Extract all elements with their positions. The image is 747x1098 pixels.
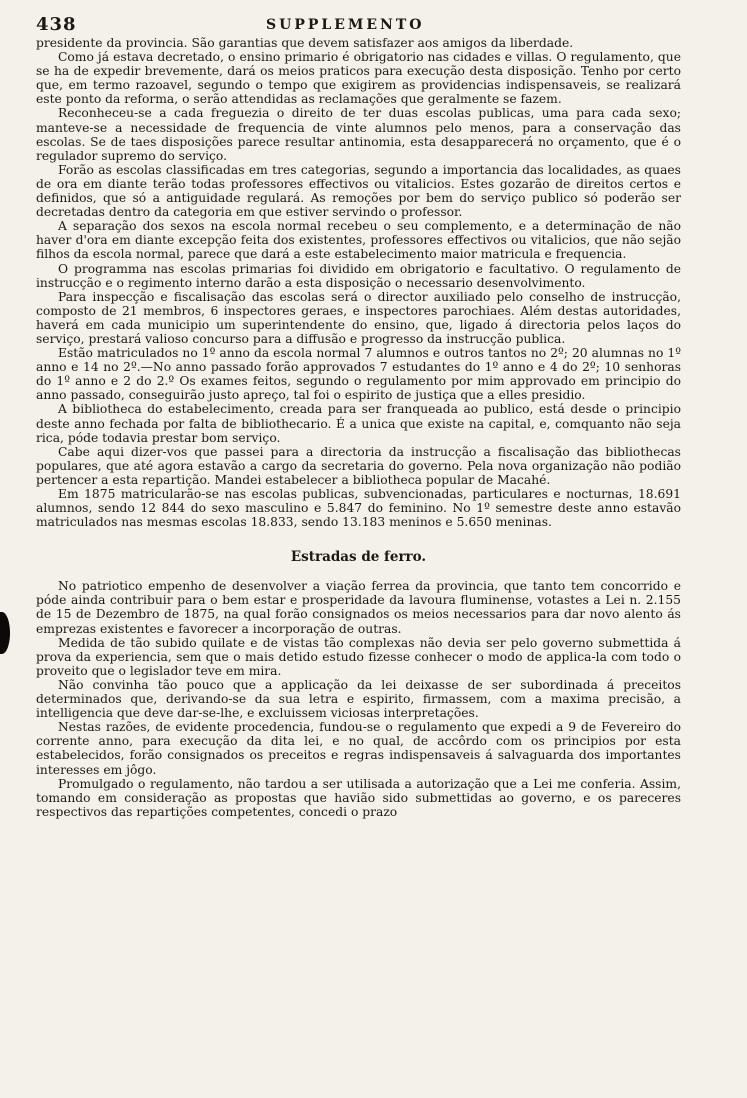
paragraph: A bibliotheca do estabelecimento, creada para ser franqueada ao publico, está desde o principio deste anno fechada por falta de bibliothecario. É a unica que existe na capital, e, comquanto não seja rica, póde todavia prestar bom serviço. [36,402,681,445]
paragraph: Forão as escolas classificadas em tres categorias, segundo a importancia das localidades, as quaes de ora em diante terão todas professores effectivos ou vitalicios. Estes gozarão de direitos certos e definidos, que só a antiguidade regulará. As remoções por bem do serviço publico só poderão ser decretadas dentro da categoria em que estiver servindo o professor. [36,162,681,220]
body-text-bottom [36,579,681,819]
body-text-top [36,36,681,529]
paragraph: presidente da provincia. São garantias que devem satisfazer aos amigos da liberdade. [36,36,574,50]
paragraph: Como já estava decretado, o ensino primario é obrigatorio nas cidades e villas. O regulamento, que se ha de expedir brevemente, dará os meios praticos para execução desta disposição. Tenho por certo que, em termo razoavel, segundo o tempo que exigirem as providencias indispensaveis, se realizará este ponto da reforma, o serão attendidas as reclamações que geralmente se fazem. [36,50,681,107]
paragraph: Em 1875 matricularão-se nas escolas publicas, subvencionadas, particulares e nocturnas, 18.691 alumnos, sendo 12 844 do sexo masculino e 5.847 do feminino. No 1º semestre deste anno estavão matriculados nas mesmas escolas 18.833, sendo 13.183 meninos e 5.650 meninas. [36,487,681,530]
paragraph: Medida de tão subido quilate e de vistas tão complexas não devia ser pelo governo submettida á prova da experiencia, sem que o mais detido estudo fizesse conhecer o modo de applica-la com todo o proveito que o legislador teve em mira. [36,635,681,678]
paragraph: Nestas razões, de evidente procedencia, fundou-se o regulamento que expedi a 9 de Fevereiro do corrente anno, para execução da dita lei, e no qual, de accôrdo com os principios por esta estabelecidos, forão consignados os preceitos e regras indispensaveis á salvaguarda dos importantes interesses em jôgo. [36,720,681,777]
paragraph: Para inspecção e fiscalisação das escolas será o director auxiliado pelo conselho de instrucção, composto de 21 membros, 6 inspectores geraes, e inspectores parochiaes. Além destas autoridades, haverá em cada municipio um superintendente do ensino, que, ligado á directoria pelos laços do serviço, prestará valioso concurso para a diffusão e progresso da instrucção publica. [36,289,681,346]
paragraph: Não convinha tão pouco que a applicação da lei deixasse de ser subordinada á preceitos determinados que, derivando-se da sua letra e espirito, firmassem, com a maxima precisão, a intelligencia que deve dar-se-lhe, e excluissem viciosas interpretações. [36,677,681,721]
section-title: Estradas de ferro. [290,549,427,566]
page-number: 438 [36,14,77,35]
ink-blot-mark [0,612,10,654]
paragraph: Estão matriculados no 1º anno da escola normal 7 alumnos e outros tantos no 2º; 20 alumnas no 1º anno e 14 no 2º.—No anno passado forão approvados 7 estudantes do 1º anno e 4 do 2º; 10 senhoras do 1º anno e 2 do 2.º Os exames feitos, segundo o regulamento por mim approvado em principio do anno passado, conseguirão justo apreço, tal foi o espirito de justiça que a elles presidio. [36,346,681,403]
paragraph: Promulgado o regulamento, não tardou a ser utilisada a autorização que a Lei me conferia. Assim, tomando em consideração as propostas que havião sido submettidas ao governo, e os pareceres respectivos das repartições competentes, concedi o prazo [36,776,681,819]
paragraph: Cabe aqui dizer-vos que passei para a directoria da instrucção a fiscalisação das bibliothecas populares, que até agora estavão a cargo da secretaria do governo. Pela nova organização não podião pertencer a esta repartição. Mandei estabelecer a bibliotheca popular de Macahé. [36,444,681,487]
paragraph: Reconheceu-se a cada freguezia o direito de ter duas escolas publicas, uma para cada sexo; manteve-se a necessidade de frequencia de vinte alumnos pelo menos, para a conservação das escolas. Se de taes disposições parece resultar antinomia, esta desapparecerá no orçamento, que é o regulador supremo do serviço. [36,106,681,163]
document-page [36,10,681,1088]
paragraph: No patriotico empenho de desenvolver a viação ferrea da provincia, que tanto tem concorrido e póde ainda contribuir para o bem estar e prosperidade da lavoura fluminense, votastes a Lei n. 2.155 de 15 de Dezembro de 1875, na qual forão consignados os meios necessarios para dar novo alento ás emprezas existentes e favorecer a incorporação de outras. [36,579,681,636]
running-title: SUPPLEMENTO [266,17,425,33]
page-header [36,10,681,36]
paragraph: O programma nas escolas primarias foi dividido em obrigatorio e facultativo. O regulamento de instrucção e o regimento interno darão a esta disposição o necessario desenvolvimento. [36,261,681,290]
paragraph: A separação dos sexos na escola normal recebeu o seu complemento, e a determinação de não haver d'ora em diante excepção feita dos existentes, professores effectivos ou vitalicios, que não sejão filhos da escola normal, parece que dará a este estabelecimento maior matricula e frequencia. [36,219,681,262]
